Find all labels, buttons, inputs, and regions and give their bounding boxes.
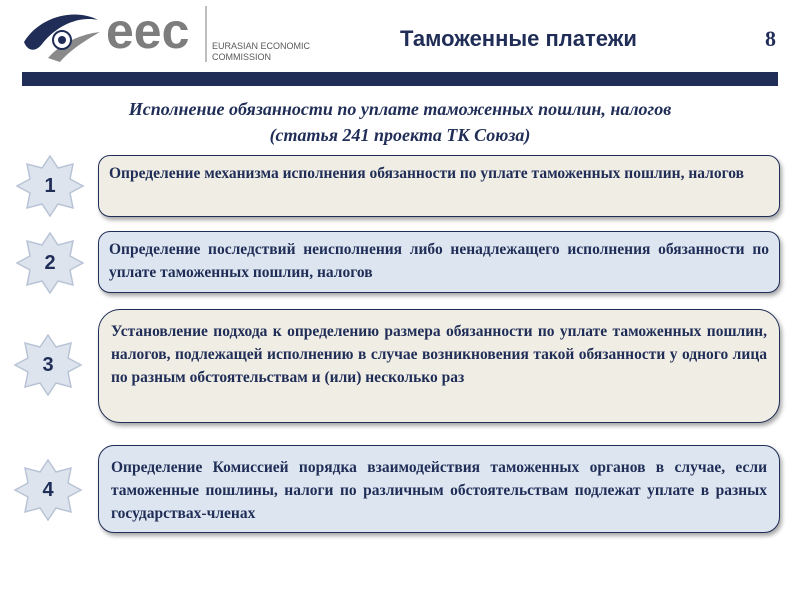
number-badge-4 — [13, 458, 83, 522]
logo-brand-text: eec — [106, 3, 190, 59]
item-text: Определение механизма исполнения обязанности по уплате таможенных пошлин, налогов — [109, 165, 745, 182]
eec-logo — [20, 2, 320, 66]
item-card-3 — [98, 309, 780, 423]
item-card-1 — [98, 155, 780, 217]
slide-subtitle — [30, 96, 770, 148]
logo-emblem-icon — [20, 2, 320, 66]
number-badge-3 — [13, 333, 83, 397]
item-text: Определение Комиссией порядка взаимодействия таможенных органов в случае, если таможенные пошлины, налоги по различным обстоятельствам подлежат уплате в разных государствах-членах — [111, 459, 767, 522]
item-card-4 — [98, 445, 780, 533]
number-badge-1 — [15, 154, 85, 218]
badge-number: 2 — [44, 251, 56, 274]
number-badge-2 — [15, 231, 85, 295]
item-text: Установление подхода к определению размера обязанности по уплате таможенных пошлин, налогов, подлежащей исполнению в случае возникновения такой обязанности у одного лица по разным обстоятельствам и (или) несколько раз — [111, 323, 767, 386]
logo-line1: Eurasian Economic — [212, 41, 311, 51]
page-number: 8 — [765, 26, 776, 51]
page-title: Таможенные платежи — [400, 26, 637, 51]
subtitle-line1: Исполнение обязанности по уплате таможенных пошлин, налогов — [128, 99, 672, 119]
subtitle-line2: (статья 241 проекта ТК Союза) — [269, 125, 531, 145]
item-card-2 — [98, 231, 780, 293]
badge-number: 4 — [42, 478, 54, 501]
badge-number: 1 — [44, 174, 56, 197]
item-text: Определение последствий неисполнения либо ненадлежащего исполнения обязанности по уплате таможенных пошлин, налогов — [109, 241, 769, 281]
logo-line2: Commission — [212, 52, 272, 62]
badge-number: 3 — [42, 353, 54, 376]
header-divider — [22, 72, 778, 86]
